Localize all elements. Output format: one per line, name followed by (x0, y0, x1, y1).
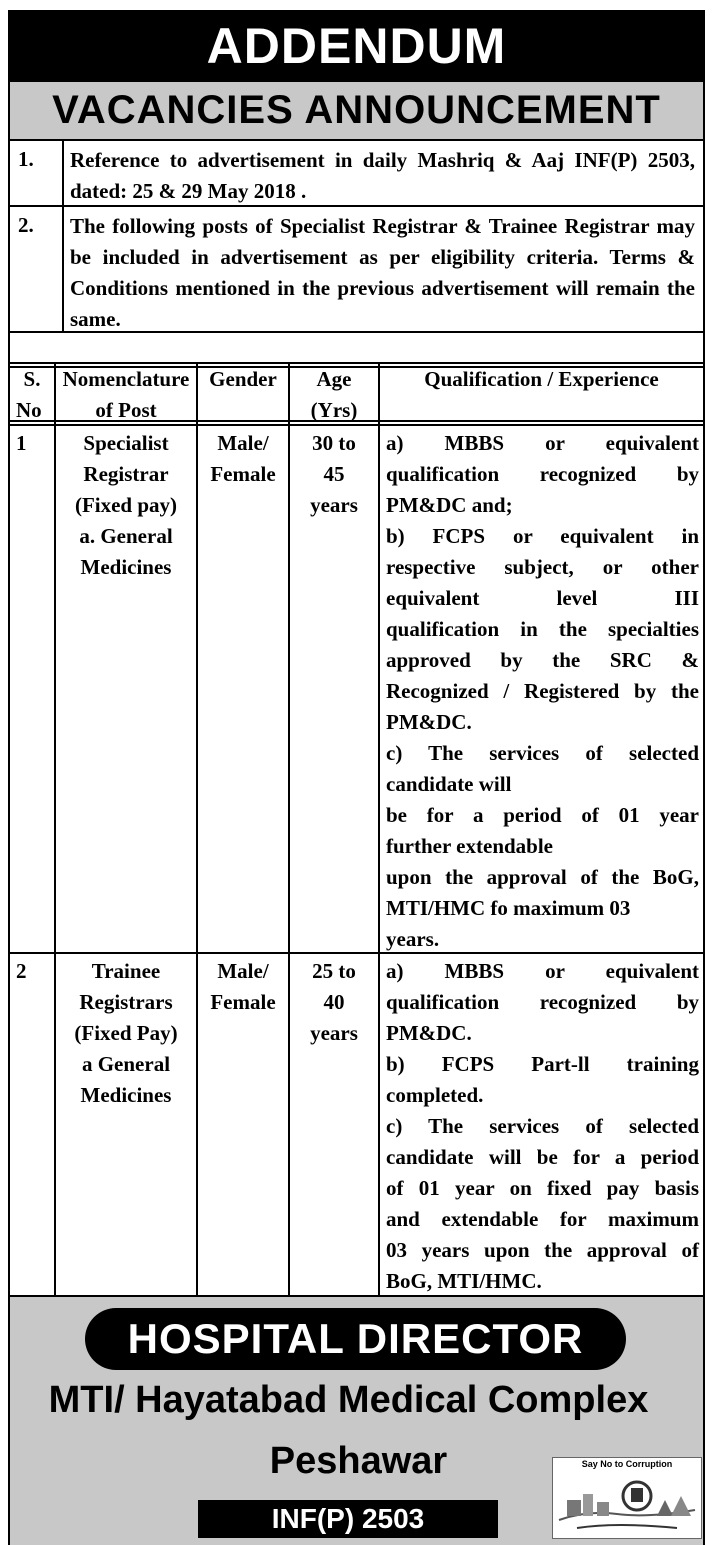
inf-code: INF(P) 2503 (198, 1500, 498, 1538)
reference-number: 2. (10, 207, 64, 331)
row-sno: 2 (16, 959, 27, 983)
logo-caption: Say No to Corruption (581, 1459, 673, 1469)
row-age: 30 to 45 years (310, 431, 358, 517)
row-sno: 1 (16, 431, 27, 455)
designation-banner: HOSPITAL DIRECTOR (85, 1308, 626, 1370)
header-age: Age (Yrs) (310, 367, 358, 422)
reference-text: Reference to advertisement in daily Mashriq & Aaj INF(P) 2503, dated: 25 & 29 May 2018 . (70, 148, 695, 203)
vacancies-table (8, 362, 705, 1297)
header-sno: S. No (16, 367, 42, 422)
header-post: Nomenclature of Post (62, 367, 190, 422)
city-name: Peshawar (269, 1440, 448, 1482)
logo-graphic-icon (557, 1470, 697, 1536)
row-post: Trainee Registrars (Fixed Pay) a General Medicines (74, 959, 178, 1107)
row-post: Specialist Registrar (Fixed pay) a. General Medicines (74, 431, 178, 579)
reference-item (10, 207, 703, 333)
vacancies-title: VACANCIES ANNOUNCEMENT (8, 82, 705, 139)
reference-text: The following posts of Specialist Registrar & Trainee Registrar may be included in advertisement as per eligibility criteria. Terms & Conditions mentioned in the previous advertisement will remain the same. (70, 214, 695, 331)
organization-name: MTI/ Hayatabad Medical Complex (48, 1379, 649, 1421)
anti-corruption-logo (552, 1457, 702, 1539)
row-qualification: a) MBBS or equivalent qualification recognized by PM&DC and; b) FCPS or equivalent in respective subject, or other equivalent level III qualification in the specialties approved by the SRC & Recognized / Registered by the PM&DC. c) The services of selected candidate will be for a period of 01 year further extendable upon the approval of the BoG, MTI/HMC fo maximum 03 years. (386, 431, 699, 951)
row-qualification: a) MBBS or equivalent qualification recognized by PM&DC. b) FCPS Part-ll training completed. c) The services of selected candidate will be for a period of 01 year on fixed pay basis and extendable for maximum 03 years upon the approval of BoG, MTI/HMC. (386, 959, 699, 1293)
column-divider (196, 362, 198, 1295)
header-gender: Gender (209, 367, 277, 391)
row-gender: Male/ Female (210, 431, 276, 486)
row-age: 25 to 40 years (310, 959, 358, 1045)
header-qualification: Qualification / Experience (424, 367, 659, 391)
footer-panel (8, 1297, 705, 1545)
row-gender: Male/ Female (210, 959, 276, 1014)
reference-number: 1. (10, 141, 64, 205)
reference-item (10, 141, 703, 207)
addendum-title: ADDENDUM (8, 10, 705, 82)
